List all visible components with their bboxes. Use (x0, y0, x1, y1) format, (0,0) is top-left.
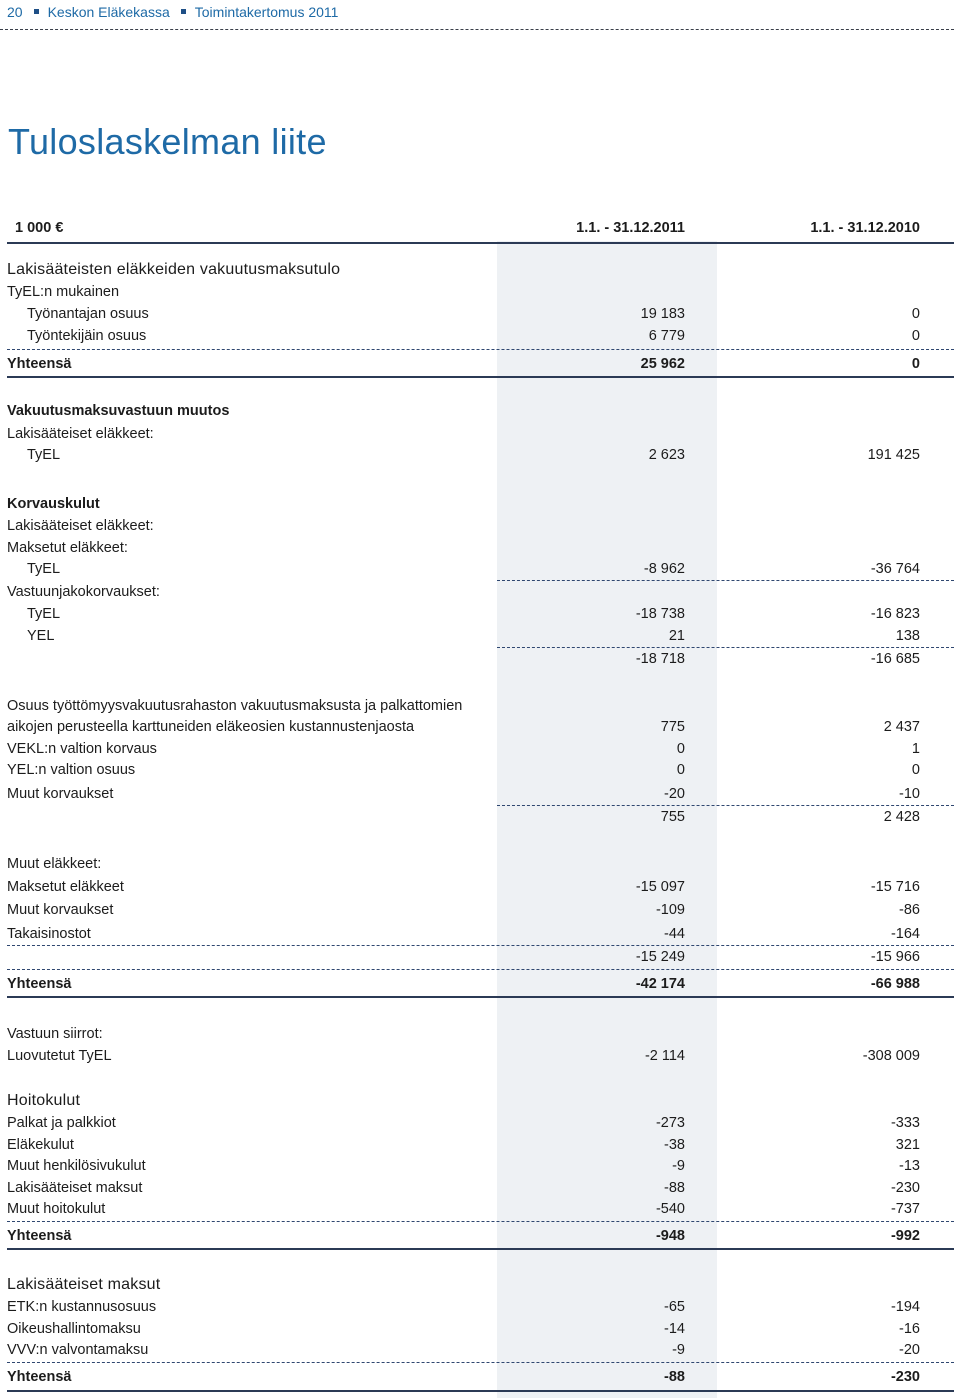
subheading: Lakisääteiset eläkkeet: (7, 426, 154, 442)
total-rule (7, 1390, 954, 1392)
subheading: Muut eläkkeet: (7, 856, 102, 872)
page-title: Tuloslaskelman liite (8, 121, 327, 162)
header-divider (0, 29, 954, 30)
table-row: Muut henkilösivukulut -9 -13 (7, 1158, 920, 1174)
table-row: YEL:n valtion osuus 0 0 (7, 762, 920, 778)
section-title: Lakisääteiset maksut (7, 1276, 161, 1293)
total-row: Yhteensä -42 174 -66 988 (7, 976, 920, 992)
table-row: Lakisääteiset maksut -88 -230 (7, 1180, 920, 1196)
table-row: aikojen perusteella karttuneiden eläkeosien kustannustenjaosta 775 2 437 (7, 719, 920, 735)
subtotal-row: -18 718 -16 685 (635, 651, 920, 667)
text-line: Osuus työttömyysvakuutusrahaston vakuutusmaksusta ja palkattomien (7, 698, 463, 714)
table-row: Palkat ja palkkiot -273 -333 (7, 1115, 920, 1131)
section-title: Hoitokulut (7, 1092, 81, 1109)
table-row: VEKL:n valtion korvaus 0 1 (7, 741, 920, 757)
table-row: Eläkekulut -38 321 (7, 1137, 920, 1153)
subtotal-row: 755 2 428 (660, 809, 920, 825)
table-row: Takaisinostot -44 -164 (7, 926, 920, 942)
publisher-name: Keskon Eläkekassa (47, 4, 170, 20)
page-header (0, 0, 960, 30)
page-number: 20 (7, 4, 23, 20)
subheading: Maksetut eläkkeet: (7, 540, 128, 556)
dashed-divider (7, 969, 954, 970)
dashed-divider (7, 1221, 954, 1222)
section-title: Vakuutusmaksuvastuun muutos (7, 403, 230, 419)
dashed-divider (497, 647, 954, 648)
table-row: TyEL -8 962 -36 764 (27, 561, 920, 577)
table-row: Muut korvaukset -109 -86 (7, 902, 920, 918)
table-row: Luovutetut TyEL -2 114 -308 009 (7, 1048, 920, 1064)
total-row: Yhteensä -88 -230 (7, 1369, 920, 1385)
subtotal-row: -15 249 -15 966 (635, 949, 920, 965)
section-title: Korvauskulut (7, 496, 100, 512)
total-rule (7, 376, 954, 378)
subheading: TyEL:n mukainen (7, 284, 120, 300)
column-header-2011: 1.1. - 31.12.2011 (576, 220, 685, 236)
table-row: TyEL -18 738 -16 823 (27, 606, 920, 622)
bullet-square-icon (181, 9, 186, 14)
document-name: Toimintakertomus 2011 (194, 4, 339, 20)
total-row: Yhteensä -948 -992 (7, 1228, 920, 1244)
subheading: Vastuunjakokorvaukset: (7, 584, 160, 600)
table-row: ETK:n kustannusosuus -65 -194 (7, 1299, 920, 1315)
unit-label: 1 000 € (15, 220, 64, 236)
table-row: Työntekijäin osuus 6 779 0 (27, 328, 920, 344)
total-rule (7, 1248, 954, 1250)
table-row: VVV:n valvontamaksu -9 -20 (7, 1342, 920, 1358)
header-rule (7, 242, 954, 244)
table-row: Työnantajan osuus 19 183 0 (27, 306, 920, 322)
bullet-square-icon (34, 9, 39, 14)
table-row: Oikeushallintomaksu -14 -16 (7, 1321, 920, 1337)
total-row: Yhteensä 25 962 0 (7, 356, 920, 372)
dashed-divider (497, 805, 954, 806)
dashed-divider (7, 349, 954, 350)
dashed-divider (7, 1362, 954, 1363)
table-row: Maksetut eläkkeet -15 097 -15 716 (7, 879, 920, 895)
section-title: Lakisääteisten eläkkeiden vakuutusmaksutulo (7, 261, 341, 278)
table-header-row (7, 220, 954, 242)
table-row: Muut korvaukset -20 -10 (7, 786, 920, 802)
table-row: TyEL 2 623 191 425 (27, 447, 920, 463)
subheading: Vastuun siirrot: (7, 1026, 103, 1042)
total-rule (7, 996, 954, 998)
table-row: YEL 21 138 (27, 628, 920, 644)
column-header-2010: 1.1. - 31.12.2010 (810, 220, 920, 236)
dashed-divider (497, 580, 954, 581)
table-row: Muut hoitokulut -540 -737 (7, 1201, 920, 1217)
subheading: Lakisääteiset eläkkeet: (7, 518, 154, 534)
dashed-divider (7, 945, 954, 946)
